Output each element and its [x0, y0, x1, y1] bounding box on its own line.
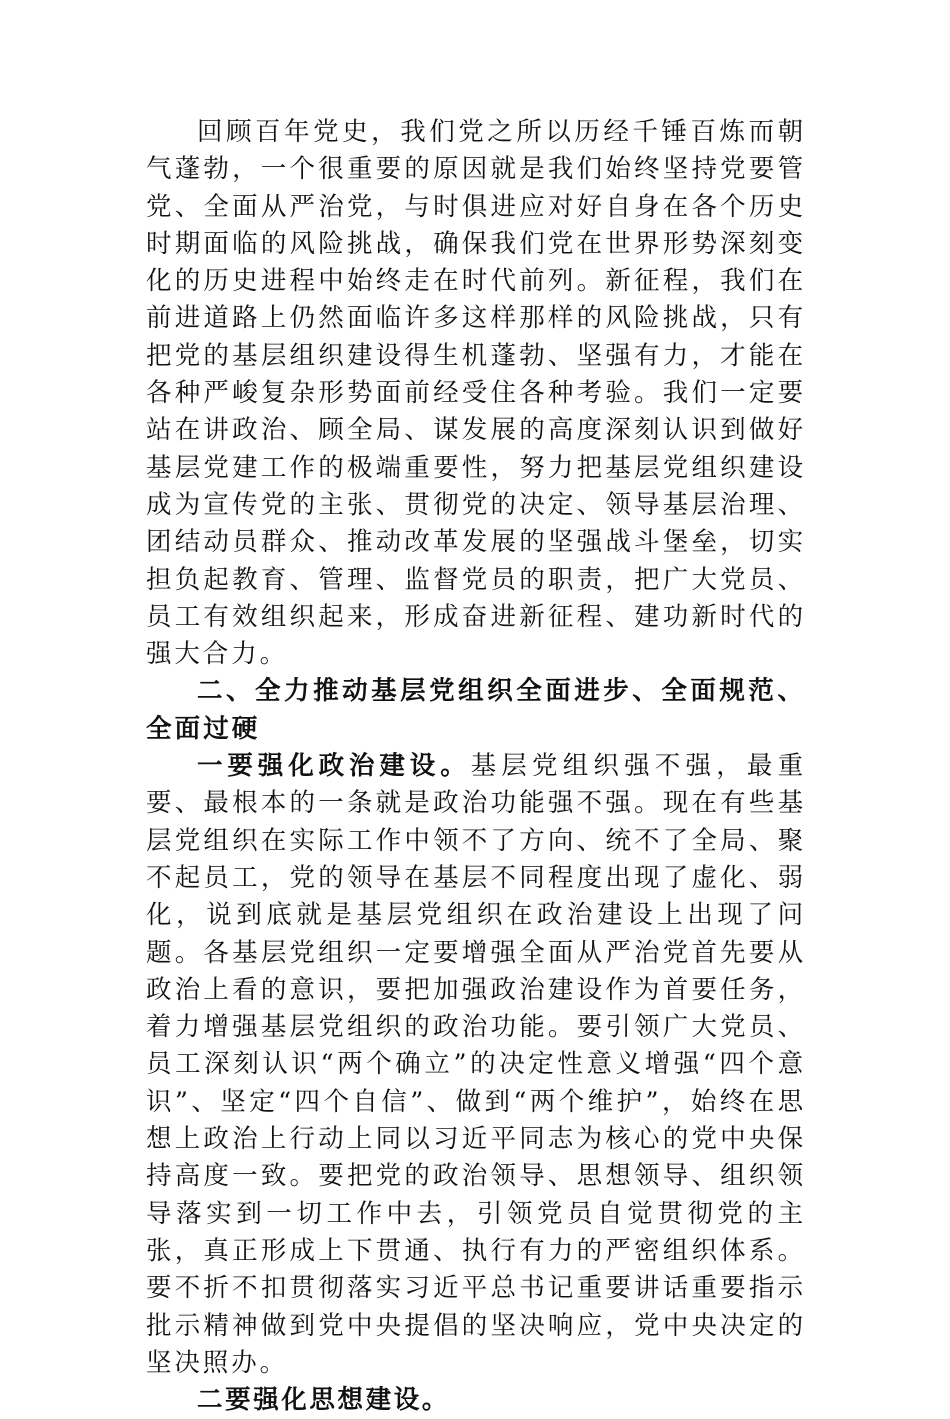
document-body [146, 114, 806, 1419]
point-1-body: 基层党组织强不强，最重要、最根本的一条就是政治功能强不强。现在有些基层党组织在实际工作中领不了方向、统不了全局、聚不起员工，党的领导在基层不同程度出现了虚化、弱化，说到底就是基层党组织在政治建设上出现了问题。各基层党组织一定要增强全面从严治党首先要从政治上看的意识，要把加强政治建设作为首要任务，着力增强基层党组织的政治功能。要引领广大党员、员工深刻认识“两个确立”的决定性意义增强“四个意识”、坚定“四个自信”、做到“两个维护”，始终在思想上政治上行动上同以习近平同志为核心的党中央保持高度一致。要把党的政治领导、思想领导、组织领导落实到一切工作中去，引领党员自觉贯彻党的主张，真正形成上下贯通、执行有力的严密组织体系。要不折不扣贯彻落实习近平总书记重要讲话重要指示批示精神做到党中央提倡的坚决响应，党中央决定的坚决照办。 [146, 751, 807, 1378]
intro-paragraph: 回顾百年党史，我们党之所以历经千锤百炼而朝气蓬勃，一个很重要的原因就是我们始终坚持党要管党、全面从严治党，与时俱进应对好自身在各个历史时期面临的风险挑战，确保我们党在世界形势深刻变化的历史进程中始终走在时代前列。新征程，我们在前进道路上仍然面临许多这样那样的风险挑战，只有把党的基层组织建设得生机蓬勃、坚强有力，才能在各种严峻复杂形势面前经受住各种考验。我们一定要站在讲政治、顾全局、谋发展的高度深刻认识到做好基层党建工作的极端重要性，努力把基层党组织建设成为宣传党的主张、贯彻党的决定、领导基层治理、团结动员群众、推动改革发展的坚强战斗堡垒，切实担负起教育、管理、监督党员的职责，把广大党员、员工有效组织起来，形成奋进新征程、建功新时代的强大合力。 [146, 117, 806, 670]
point-2-paragraph [146, 1382, 806, 1419]
point-1-lead: 一要强化政治建设。 [197, 751, 471, 782]
point-2-lead: 二要强化思想建设。 [197, 1385, 450, 1416]
section-heading: 二、全力推动基层党组织全面进步、全面规范、全面过硬 [146, 676, 806, 744]
point-1-paragraph [146, 748, 806, 1382]
